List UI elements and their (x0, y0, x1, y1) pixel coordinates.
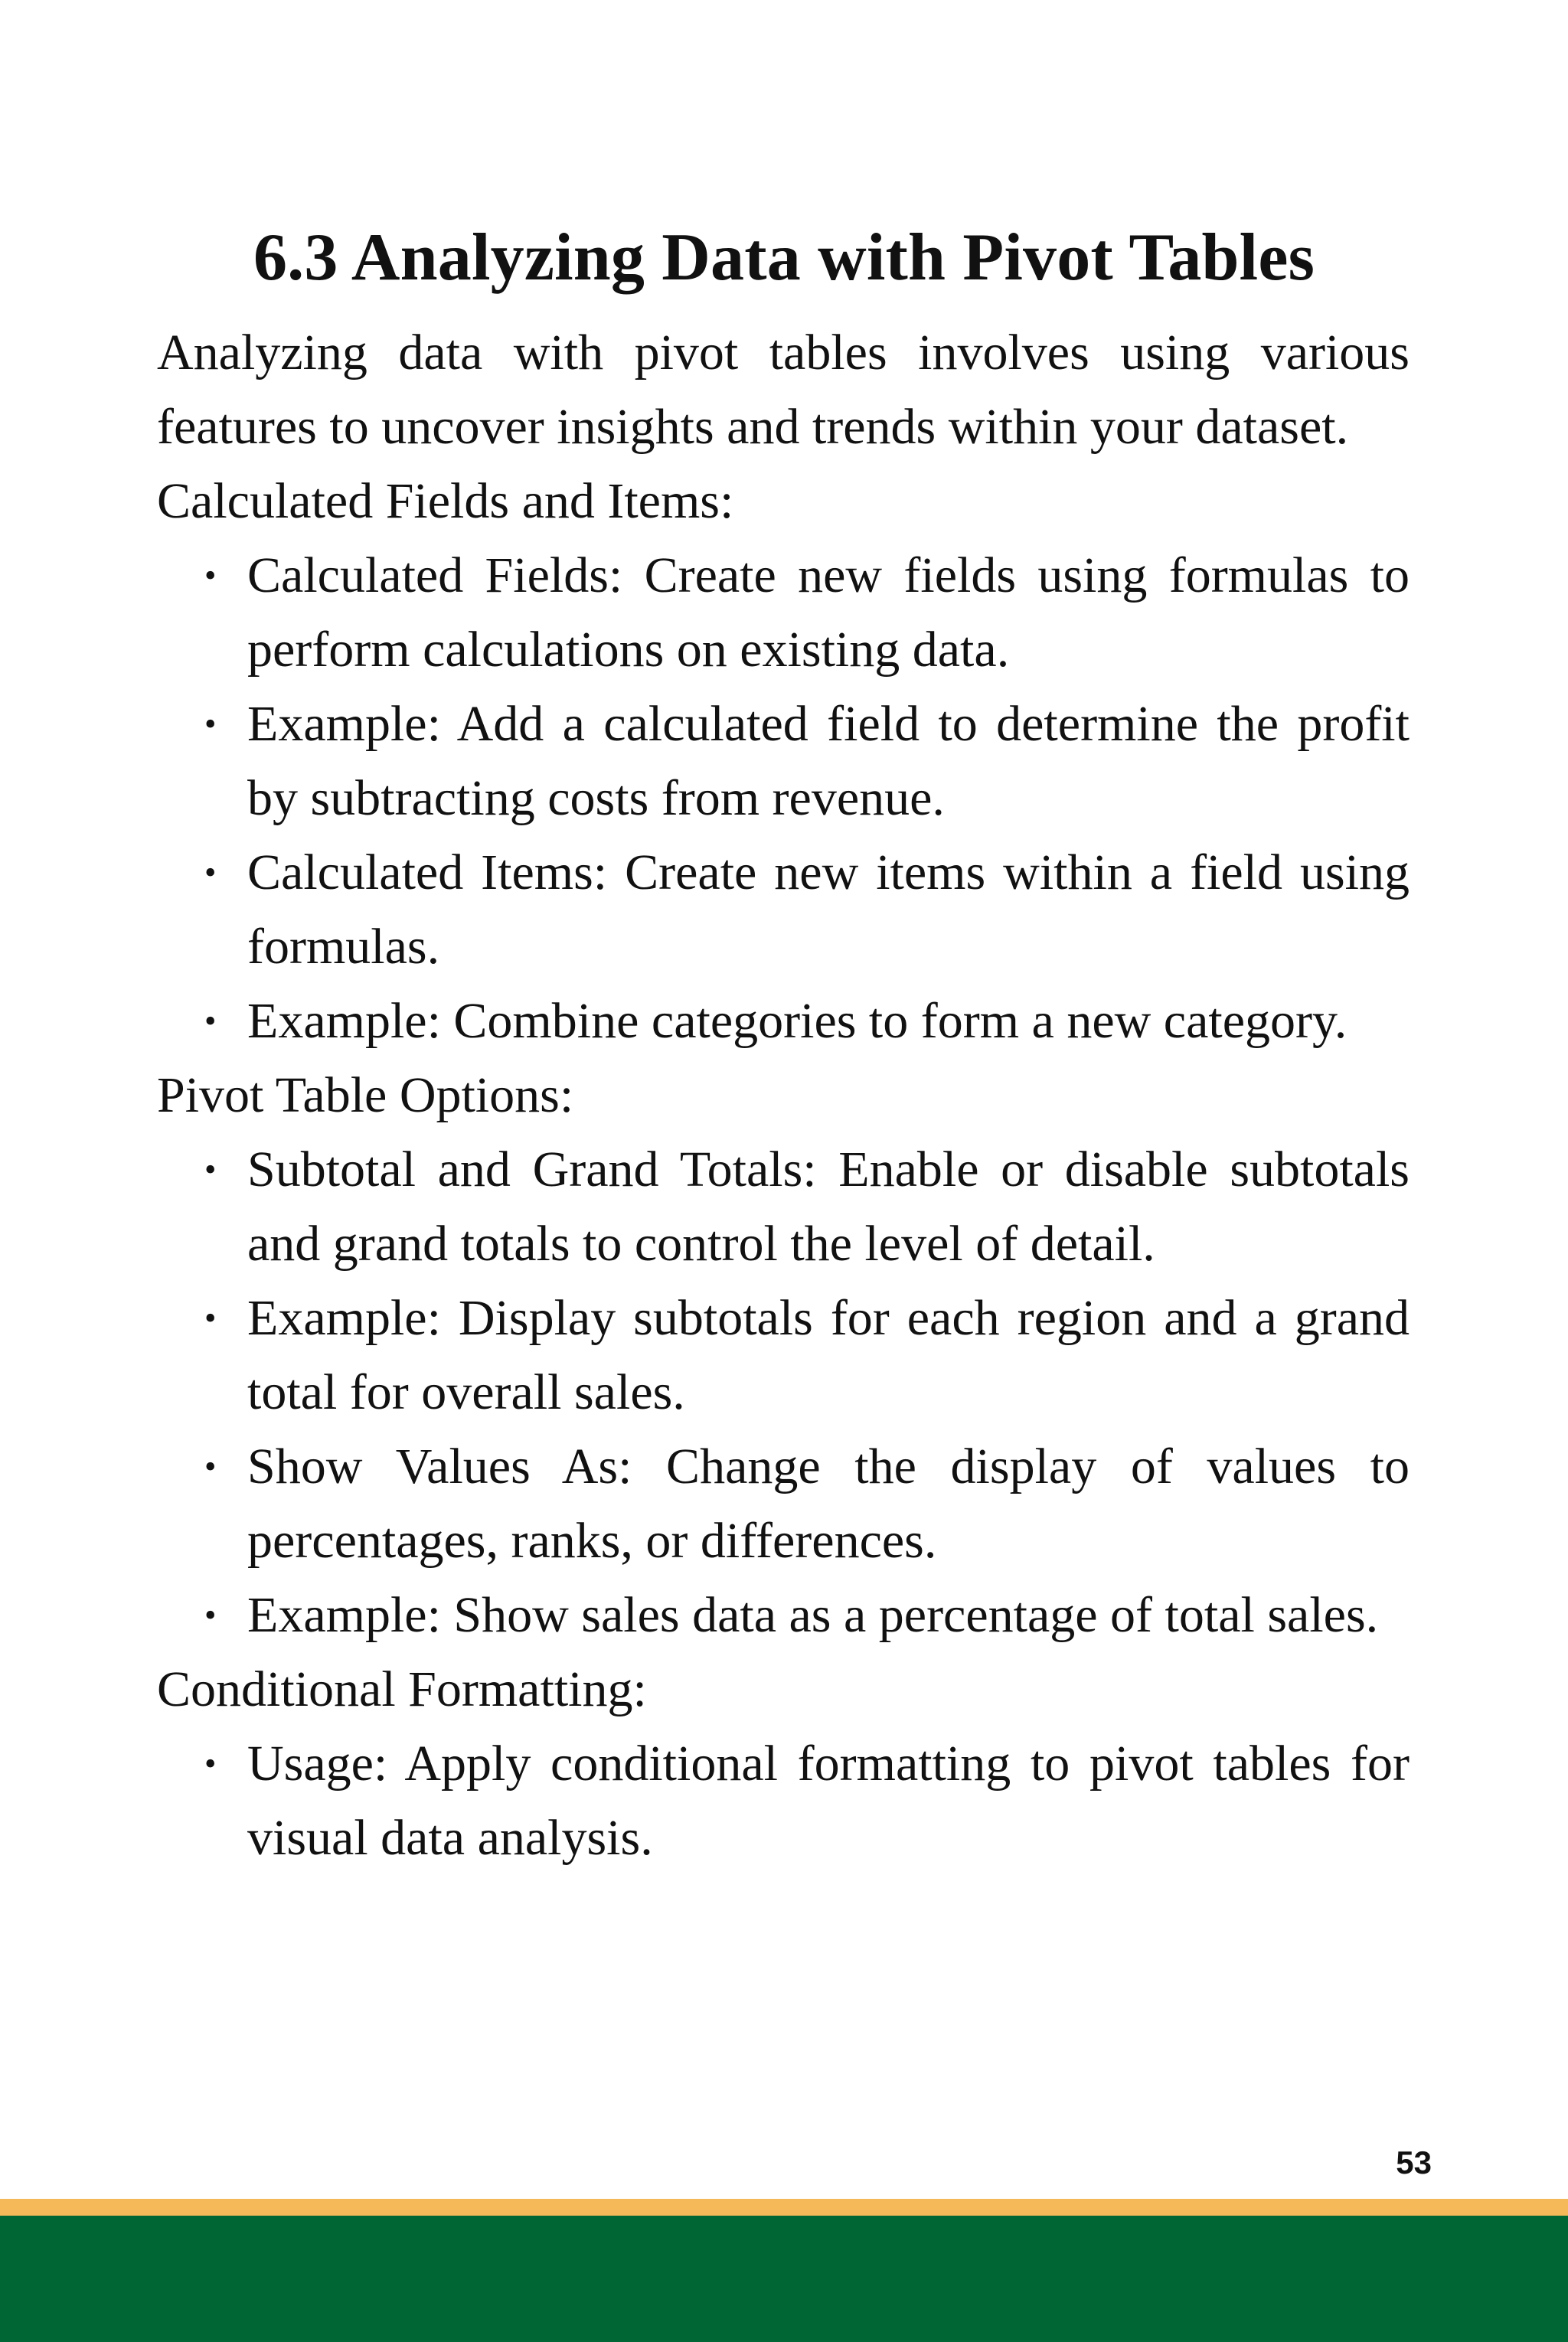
page-number: 53 (1396, 2144, 1432, 2180)
bullet-icon: • (204, 1299, 217, 1337)
list-item (157, 1726, 1410, 1875)
list-item (157, 687, 1410, 835)
list-item-text: Example: Display subtotals for each region and a grand total for overall sales. (247, 1290, 1410, 1420)
list-item-text: Example: Show sales data as a percentage of total sales. (247, 1587, 1379, 1643)
bullet-list-pivot-table-options (157, 1132, 1410, 1652)
footer-band (0, 2216, 1568, 2342)
list-item-text: Subtotal and Grand Totals: Enable or disable subtotals and grand totals to control the level of detail. (247, 1142, 1410, 1272)
section-heading-calculated-fields: Calculated Fields and Items: (157, 473, 734, 529)
bullet-icon: • (204, 557, 217, 594)
list-item (157, 1132, 1410, 1281)
bullet-icon: • (204, 854, 217, 891)
list-item-text: Usage: Apply conditional formatting to pivot tables for visual data analysis. (247, 1736, 1410, 1866)
bullet-list-calculated-fields (157, 538, 1410, 1058)
body-content (157, 315, 1410, 1875)
list-item (157, 984, 1410, 1058)
footer-accent-stripe (0, 2199, 1568, 2216)
section-heading-pivot-table-options: Pivot Table Options: (157, 1067, 574, 1123)
list-item-text: Calculated Items: Create new items within a field using formulas. (247, 844, 1410, 975)
list-item (157, 835, 1410, 984)
list-item (157, 1578, 1410, 1652)
bullet-icon: • (204, 1448, 217, 1485)
page-title: 6.3 Analyzing Data with Pivot Tables (253, 220, 1315, 295)
list-item-text: Example: Combine categories to form a new category. (247, 993, 1348, 1049)
list-item-text: Example: Add a calculated field to determine the profit by subtracting costs from revenue. (247, 696, 1410, 826)
section-heading-conditional-formatting: Conditional Formatting: (157, 1661, 647, 1717)
bullet-icon: • (204, 1745, 217, 1782)
bullet-icon: • (204, 1596, 217, 1634)
list-item-text: Calculated Fields: Create new fields using formulas to perform calculations on existing data. (247, 547, 1410, 678)
bullet-list-conditional-formatting (157, 1726, 1410, 1875)
bullet-icon: • (204, 705, 217, 743)
list-item-text: Show Values As: Change the display of values to percentages, ranks, or differences. (247, 1439, 1410, 1569)
list-item (157, 1429, 1410, 1578)
list-item (157, 1281, 1410, 1429)
intro-paragraph: Analyzing data with pivot tables involves using various features to uncover insights and trends within your dataset. (157, 325, 1410, 455)
list-item (157, 538, 1410, 687)
bullet-icon: • (204, 1002, 217, 1040)
bullet-icon: • (204, 1151, 217, 1188)
